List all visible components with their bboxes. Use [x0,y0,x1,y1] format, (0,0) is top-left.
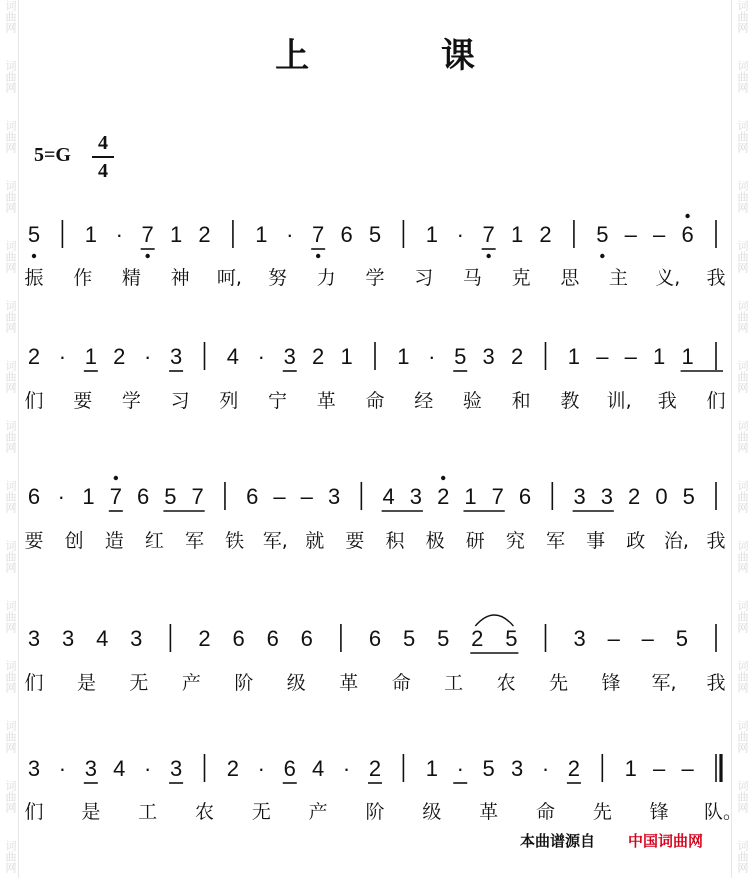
watermark-text: 词曲网 [736,60,749,93]
note: 6 [300,626,313,651]
lyric-syllable: 马 [462,267,482,289]
watermark-text: 词曲网 [736,720,749,753]
lyric-syllable: 就 [305,530,325,552]
lyric-syllable: 们 [24,390,44,412]
octave-dot-above [441,476,445,480]
note: 3 [61,626,75,651]
augmentation-dot: · [115,222,123,247]
lyric-syllable: 级 [286,672,306,694]
lyric-syllable: 是 [76,672,96,694]
lyric-syllable: 阶 [234,672,254,694]
lyric-syllable: 努 [268,267,288,289]
watermark-text: 词曲网 [736,300,749,333]
note: 6 [283,756,296,781]
note: 3 [283,344,296,369]
watermark-text: 词曲网 [736,420,749,453]
lyric-syllable: 军, [262,530,288,552]
note: 5 [368,222,382,247]
note: 6 [368,626,382,651]
watermark-strip-right [731,0,750,878]
lyric-syllable: 习 [170,390,190,412]
lyric-syllable: 先 [592,801,612,823]
lyric-syllable: 政 [626,530,646,552]
note: 3 [600,484,614,509]
note: 3 [482,344,495,369]
augmentation-dot: · [428,344,436,369]
note: 3 [169,756,183,781]
lyric-syllable: 锋 [601,672,621,694]
watermark-text: 词曲网 [4,180,17,213]
time-signature [90,130,116,184]
dash-extension: – [300,484,313,509]
slur [475,615,513,626]
lyric-syllable: 阶 [365,801,385,823]
notation-line-2 [0,344,750,374]
note: 3 [573,484,586,509]
note: 5 [675,626,689,651]
dash-extension: – [681,756,694,781]
augmentation-dot: · [541,756,550,781]
lyric-syllable: 工 [138,801,158,823]
lyric-syllable: 我 [706,267,726,289]
note: 7 [491,484,504,509]
note: 4 [382,484,395,509]
note: 6 [518,484,532,509]
lyric-syllable: 级 [422,801,442,823]
lyric-syllable: 铁 [225,530,245,552]
note: 1 [510,222,524,247]
lyric-syllable: 命 [391,672,411,694]
lyric-syllable: 造 [104,530,124,552]
time-signature-top: 4 [98,132,108,154]
note: 1 [84,222,97,247]
watermark-text: 词曲网 [4,300,17,333]
watermark-text: 词曲网 [4,540,17,573]
note: 2 [471,626,484,651]
watermark-text: 词曲网 [736,0,749,33]
note: 2 [539,222,552,247]
lyric-syllable: 红 [144,530,164,552]
watermark-text: 词曲网 [4,360,17,393]
note: 1 [169,222,183,247]
lyric-syllable: 军, [651,672,677,694]
lyric-syllable: 克 [511,267,531,289]
lyric-line-2 [0,386,750,414]
note: 2 [226,756,240,781]
lyric-syllable: 主 [609,267,629,289]
dash-extension: – [596,344,609,369]
lyric-syllable: 农 [194,801,214,823]
source-site-link[interactable]: 中国词曲网 [628,832,704,850]
watermark-text: 词曲网 [736,660,749,693]
lyric-syllable: 研 [465,530,485,552]
note: 7 [312,222,325,247]
lyric-syllable: 呵, [216,267,242,289]
dash-extension: – [273,484,286,509]
note: 1 [653,344,666,369]
augmentation-dot: · [57,484,65,509]
lyric-syllable: 极 [425,530,445,552]
note: 3 [169,344,183,369]
lyric-syllable: 验 [462,390,482,412]
note: 4 [113,756,126,781]
watermark-text: 词曲网 [4,720,17,753]
lyric-syllable: 积 [385,530,405,552]
note: 3 [84,756,97,781]
octave-dot-below [32,254,36,258]
watermark-text: 词曲网 [4,120,17,153]
lyric-syllable: 要 [345,530,365,552]
lyric-syllable: 革 [479,801,499,823]
watermark-text: 词曲网 [736,360,749,393]
lyric-syllable: 军 [546,530,566,552]
note: 6 [232,626,245,651]
lyric-syllable: 队。 [704,801,743,823]
note: 7 [109,484,122,509]
note: 6 [266,626,279,651]
lyric-syllable: 们 [24,672,44,694]
lyric-syllable: 力 [316,267,336,289]
octave-dot-above [685,214,689,218]
lyric-syllable: 革 [339,672,359,694]
note: 4 [312,756,325,781]
note: 4 [226,344,240,369]
watermark-text: 词曲网 [4,660,17,693]
note: 6 [681,222,694,247]
lyric-syllable: 革 [316,390,336,412]
note: 1 [624,756,637,781]
note: 5 [402,626,416,651]
note: 3 [130,626,143,651]
octave-dot-below [600,254,604,258]
lyric-syllable: 义, [655,267,681,289]
key-signature: 5=G [34,144,71,166]
lyric-syllable: 们 [24,801,44,823]
note: 2 [628,484,641,509]
augmentation-dot: · [58,344,67,369]
lyric-syllable: 训, [606,390,632,412]
lyric-syllable: 军 [184,530,204,552]
lyric-syllable: 和 [511,390,531,412]
lyric-syllable: 我 [657,390,677,412]
note: 2 [567,756,581,781]
lyric-syllable: 要 [24,530,44,552]
watermark-text: 词曲网 [736,840,749,873]
watermark-text: 词曲网 [4,780,17,813]
note: 2 [510,344,524,369]
lyric-line-3 [0,526,750,554]
lyric-line-1 [0,263,750,291]
lyric-syllable: 产 [308,801,328,823]
lyric-syllable: 习 [414,267,434,289]
watermark-text: 词曲网 [4,600,17,633]
lyric-syllable: 是 [81,801,101,823]
watermark-text: 词曲网 [736,480,749,513]
note: 1 [84,344,97,369]
lyric-syllable: 作 [73,267,93,289]
note: 1 [82,484,95,509]
note: 3 [573,626,586,651]
dash-extension: – [641,626,654,651]
dash-extension: – [653,756,666,781]
augmentation-dot: · [144,344,152,369]
note: 2 [198,626,211,651]
dash-extension: – [624,344,637,369]
note: 6 [136,484,150,509]
note: 4 [96,626,109,651]
lyric-syllable: 神 [170,267,190,289]
watermark-text: 词曲网 [736,780,749,813]
lyric-syllable: 工 [444,672,464,694]
note: 5 [482,756,495,781]
note: 5 [454,344,467,369]
note: 2 [437,484,450,509]
lyric-syllable: 宁 [268,390,288,412]
note: 1 [567,344,581,369]
note: 5 [596,222,609,247]
watermark-strip-left [0,0,19,878]
note: 2 [27,344,41,369]
lyric-line-5 [0,797,750,825]
note: 3 [409,484,423,509]
note: 7 [141,222,154,247]
watermark-text: 词曲网 [4,0,17,33]
lyric-syllable: 们 [706,390,726,412]
note: 0 [655,484,668,509]
note: 3 [327,484,341,509]
note: 1 [464,484,477,509]
dash-extension: – [607,626,620,651]
note: 2 [198,222,211,247]
lyric-syllable: 我 [706,672,726,694]
dash-extension: – [653,222,666,247]
source-note: 本曲谱源自 [520,832,596,850]
octave-dot-below [486,254,490,258]
note: 5 [164,484,177,509]
augmentation-dot: · [58,756,67,781]
watermark-text: 词曲网 [736,600,749,633]
lyric-syllable: 列 [219,390,239,412]
lyric-syllable: 究 [505,530,525,552]
note: 7 [482,222,495,247]
augmentation-dot: · [144,756,152,781]
watermark-text: 词曲网 [736,540,749,573]
lyric-syllable: 教 [560,390,580,412]
lyric-syllable: 创 [64,530,84,552]
note: 3 [27,626,41,651]
lyric-syllable: 学 [365,267,385,289]
note: 3 [27,756,41,781]
note: 3 [510,756,524,781]
notation-line-4 [0,626,750,656]
note: 5 [682,484,695,509]
lyric-syllable: 我 [706,530,726,552]
watermark-text: 词曲网 [736,180,749,213]
note: 6 [246,484,259,509]
lyric-syllable: 锋 [649,801,669,823]
note: 1 [425,222,438,247]
note: 6 [27,484,41,509]
lyric-syllable: 无 [129,672,149,694]
octave-dot-above [114,476,118,480]
augmentation-dot: · [286,222,294,247]
augmentation-dot: · [456,756,464,781]
lyric-syllable: 先 [549,672,569,694]
augmentation-dot: · [257,344,265,369]
time-signature-bottom: 4 [98,160,108,182]
lyric-syllable: 农 [496,672,516,694]
note: 2 [312,344,325,369]
watermark-text: 词曲网 [4,480,17,513]
note: 1 [340,344,353,369]
lyric-syllable: 经 [414,390,434,412]
lyric-syllable: 无 [251,801,271,823]
octave-dot-below [145,254,149,258]
lyric-syllable: 治, [663,530,689,552]
notation-line-1 [0,222,750,252]
note: 5 [27,222,41,247]
watermark-text: 词曲网 [4,420,17,453]
note: 2 [368,756,382,781]
dash-extension: – [624,222,637,247]
note: 1 [397,344,410,369]
lyric-line-4 [0,668,750,696]
augmentation-dot: · [456,222,464,247]
lyric-syllable: 命 [535,801,555,823]
augmentation-dot: · [342,756,351,781]
lyric-syllable: 学 [121,390,141,412]
octave-dot-below [316,254,320,258]
note: 1 [255,222,268,247]
note: 2 [113,344,126,369]
augmentation-dot: · [257,756,265,781]
lyric-syllable: 命 [365,390,385,412]
lyric-syllable: 要 [73,390,93,412]
watermark-text: 词曲网 [4,60,17,93]
watermark-text: 词曲网 [736,240,749,273]
watermark-text: 词曲网 [736,120,749,153]
notation-line-5 [0,756,750,786]
note: 7 [191,484,204,509]
note: 1 [425,756,438,781]
notation-line-3 [0,484,750,514]
note: 6 [340,222,353,247]
watermark-text: 词曲网 [4,240,17,273]
note: 5 [437,626,450,651]
lyric-syllable: 思 [560,267,580,289]
note: 5 [505,626,518,651]
note: 1 [681,344,694,369]
lyric-syllable: 事 [586,530,606,552]
song-title: 上 课 [275,36,535,76]
lyric-syllable: 产 [181,672,201,694]
lyric-syllable: 精 [121,267,141,289]
watermark-text: 词曲网 [4,840,17,873]
lyric-syllable: 振 [24,267,44,289]
